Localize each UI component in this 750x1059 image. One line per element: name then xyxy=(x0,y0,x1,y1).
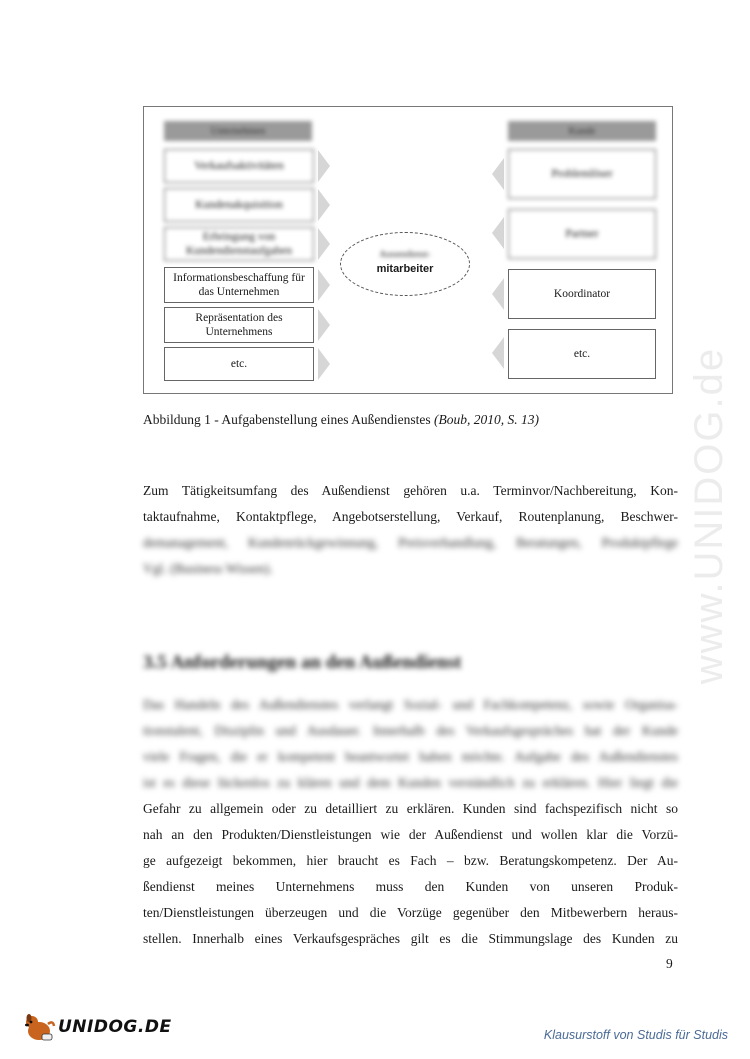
unidog-logo[interactable] xyxy=(22,1012,172,1042)
paragraph-2-line: ßendienst meines Unternehmens muss den Kunden von unseren Produk- xyxy=(143,879,678,894)
arrow-right-3 xyxy=(318,228,330,260)
caption-source: (Boub, 2010, S. 13) xyxy=(433,412,539,427)
paragraph-1-line: taktaufnahme, Kontaktpflege, Angebotserstellung, Verkauf, Routenplanung, Beschwer- xyxy=(143,509,678,524)
figure-box-left-3: Erbringung von Kundendienstaufgaben xyxy=(164,227,314,261)
figure-box-right-3: Koordinator xyxy=(508,269,656,319)
center-ellipse xyxy=(340,232,470,296)
arrow-left-3 xyxy=(492,278,504,310)
arrow-right-4 xyxy=(318,269,330,301)
footer-tagline: Klausurstoff von Studis für Studis xyxy=(543,1028,728,1042)
dog-mascot-icon xyxy=(22,1012,56,1042)
figure-box-right-1: Problemlöser xyxy=(508,149,656,199)
figure-box-left-4: Informationsbeschaffung für das Unternehmen xyxy=(164,267,314,303)
figure-box-left-5: Repräsentation des Unternehmens xyxy=(164,307,314,343)
paragraph-2-line: ist es diese lückenlos zu klären und dem Kunden verständlich zu erklären. Hier liegt die xyxy=(143,775,678,790)
arrow-left-1 xyxy=(492,158,504,190)
paragraph-2-line: Gefahr zu allgemein oder zu detailliert zu erklären. Kunden sind fachspezifisch nicht so xyxy=(143,801,678,816)
logo-text: UNIDOG.DE xyxy=(58,1017,172,1037)
paragraph-1-line: Vgl. (Business Wissen). xyxy=(143,561,273,576)
paragraph-2-line: ge aufgezeigt bekommen, hier braucht es Fach – bzw. Beratungskompetenz. Der Au- xyxy=(143,853,678,868)
paragraph-2-line: tionstalent, Disziplin und Ausdauer. Innerhalb des Verkaufsgespräches hat der Kunde xyxy=(143,723,678,738)
section-heading: 3.5 Anforderungen an den Außendienst xyxy=(143,652,462,673)
watermark: www.UNIDOG.de xyxy=(687,346,732,684)
arrow-right-6 xyxy=(318,348,330,380)
figure xyxy=(143,106,673,394)
paragraph-2-line: stellen. Innerhalb eines Verkaufsgespräches gilt es die Stimmungslage des Kunden zu xyxy=(143,931,678,946)
figure-box-right-2: Partner xyxy=(508,209,656,259)
figure-box-left-1: Verkaufsaktivitäten xyxy=(164,149,314,183)
paragraph-2-line: nah an den Produkten/Dienstleistungen wie der Außendienst und wollen klar die Vorzü- xyxy=(143,827,678,842)
paragraph-2-line: ten/Dienstleistungen überzeugen und die Vorzüge gegenüber den Mitbewerbern heraus- xyxy=(143,905,678,920)
arrow-right-2 xyxy=(318,189,330,221)
figure-box-right-4: etc. xyxy=(508,329,656,379)
caption-text: Abbildung 1 - Aufgabenstellung eines Außendienstes xyxy=(143,412,434,427)
arrow-left-4 xyxy=(492,337,504,369)
page-number: 9 xyxy=(666,956,673,971)
figure-box-left-2: Kundenakquisition xyxy=(164,188,314,222)
arrow-right-1 xyxy=(318,150,330,182)
paragraph-1-line: Zum Tätigkeitsumfang des Außendienst gehören u.a. Terminvor/Nachbereitung, Kon- xyxy=(143,483,678,498)
paragraph-2-line: Das Handeln des Außendienstes verlangt Sozial- und Fachkompetenz, sowie Organisa- xyxy=(143,697,678,712)
figure-caption xyxy=(143,412,539,428)
paragraph-1-line: demanagement, Kundenrückgewinnung, Preisverhandlung, Beratungen, Produktpflege xyxy=(143,535,678,550)
arrow-left-2 xyxy=(492,217,504,249)
left-column-header: Unternehmen xyxy=(164,121,312,141)
right-column-header: Kunde xyxy=(508,121,656,141)
paragraph-2 xyxy=(143,692,678,952)
paragraph-1 xyxy=(143,478,678,582)
paragraph-2-line: viele Fragen, die er kompetent beantwortet haben möchte. Aufgabe des Außendienstes xyxy=(143,749,678,764)
figure-box-left-6: etc. xyxy=(164,347,314,381)
arrow-right-5 xyxy=(318,309,330,341)
center-label-line1: Aussendienst- xyxy=(379,249,431,259)
center-label-line2: mitarbeiter xyxy=(376,263,434,275)
